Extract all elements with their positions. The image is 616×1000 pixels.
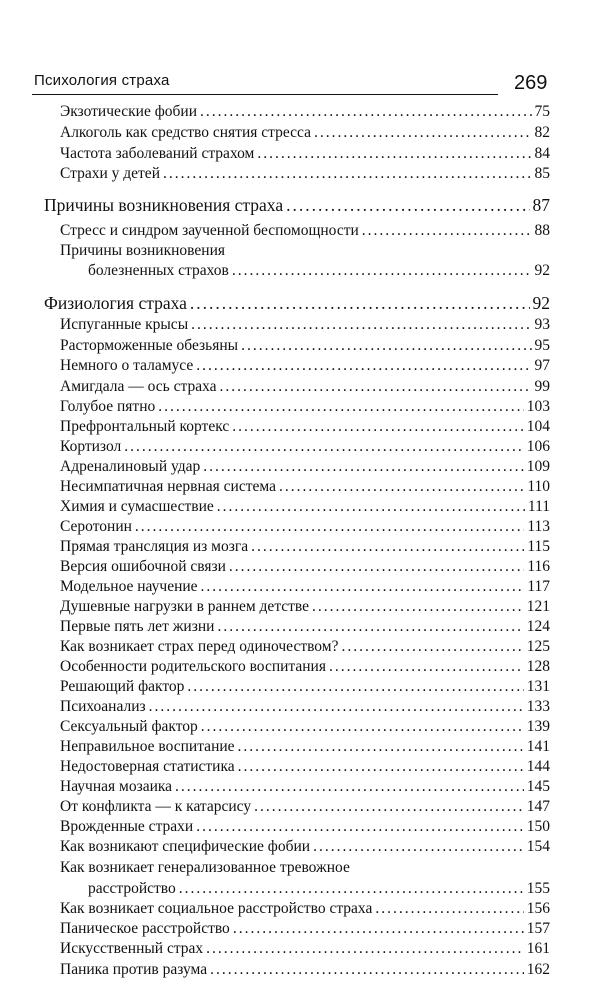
toc-entry-page: 75 <box>534 103 550 120</box>
toc-entry <box>60 960 550 981</box>
toc-entry <box>88 261 550 282</box>
dot-leader <box>149 697 524 717</box>
dot-leader <box>220 377 532 397</box>
dot-leader <box>196 817 524 837</box>
toc-section-heading <box>44 293 550 314</box>
dot-leader <box>158 397 524 417</box>
toc-entry-title: Сексуальный фактор <box>60 718 198 735</box>
toc-entry <box>60 899 550 920</box>
toc-entry-page: 124 <box>526 618 550 635</box>
toc-entry-title-line1: Как возникает генерализованное тревожное <box>60 859 350 876</box>
toc-entry <box>60 697 550 718</box>
dot-leader <box>375 899 523 919</box>
toc-entry-page: 82 <box>534 124 550 141</box>
dot-leader <box>210 960 524 980</box>
dot-leader <box>203 457 523 477</box>
dot-leader <box>341 637 523 657</box>
dot-leader <box>196 356 531 376</box>
toc-entry-title: Прямая трансляция из мозга <box>60 538 249 555</box>
toc-entry-page: 121 <box>526 598 550 615</box>
toc-entry <box>60 919 550 940</box>
toc-entry-title: Душевные нагрузки в раннем детстве <box>60 598 310 615</box>
dot-leader <box>187 677 523 697</box>
dot-leader <box>232 417 524 437</box>
toc-entry <box>60 657 550 678</box>
toc-entry-page: 161 <box>526 940 550 957</box>
toc-entry-title: Экзотические фобии <box>60 103 197 120</box>
toc-entry-page: 88 <box>534 222 550 239</box>
toc-entry-page: 117 <box>527 578 550 595</box>
dot-leader <box>175 777 524 797</box>
toc-entry-title: Врожденные страхи <box>60 818 194 835</box>
dot-leader <box>190 293 530 313</box>
toc-entry-page: 115 <box>527 538 550 555</box>
dot-leader <box>179 879 524 899</box>
toc-entry-page: 116 <box>527 558 550 575</box>
toc-entry-title: Версия ошибочной связи <box>60 558 226 575</box>
toc-entry-title: Частота заболеваний страхом <box>60 145 255 162</box>
toc-entry-page: 110 <box>527 478 550 495</box>
dot-leader <box>233 919 524 939</box>
toc-entry-title: Алкоголь как средство снятия стресса <box>60 124 311 141</box>
dot-leader <box>286 195 529 215</box>
toc-entry <box>60 477 550 498</box>
toc-entry-title: Стресс и синдром заученной беспомощности <box>60 222 359 239</box>
toc-entry-title: Паническое расстройство <box>60 920 230 937</box>
toc-entry-page: 156 <box>526 900 550 917</box>
toc-entry-title: Как возникают специфические фобии <box>60 838 311 855</box>
toc-entry-title: Психоанализ <box>60 698 146 715</box>
header-title: Психология страха <box>34 72 170 89</box>
toc-entry-title: Решающий фактор <box>60 678 185 695</box>
toc-entry-page: 99 <box>534 378 550 395</box>
toc-entry-title: Расторможенные обезьяны <box>60 337 239 354</box>
toc-entry <box>60 102 550 123</box>
toc-entry <box>60 517 550 538</box>
toc-entry-title: Несимпатичная нервная система <box>60 478 276 495</box>
dot-leader <box>201 717 524 737</box>
toc-entry <box>60 417 550 438</box>
toc-entry <box>60 457 550 478</box>
toc-entry <box>60 597 550 618</box>
toc-entry-page: 131 <box>526 678 550 695</box>
dot-leader <box>314 123 532 143</box>
toc-entry <box>60 377 550 398</box>
toc-entry-title: Префронтальный кортекс <box>60 418 230 435</box>
toc-entry-title: Научная мозаика <box>60 778 173 795</box>
toc-entry <box>88 879 550 900</box>
toc-entry <box>60 221 550 242</box>
toc-entry-title: Химия и сумасшествие <box>60 498 214 515</box>
toc-entry-title: Страхи у детей <box>60 165 160 182</box>
toc-entry <box>60 123 550 144</box>
toc-entry <box>60 617 550 638</box>
toc-entry-title: Испуганные крысы <box>60 316 189 333</box>
toc-entry-title: Серотонин <box>60 518 132 535</box>
dot-leader <box>201 577 525 597</box>
toc-entry-page: 145 <box>526 778 550 795</box>
dot-leader <box>229 557 524 577</box>
toc-entry <box>60 437 550 458</box>
toc-entry-page: 162 <box>526 961 550 978</box>
dot-leader <box>232 261 532 281</box>
toc-entry-page: 109 <box>526 458 550 475</box>
dot-leader <box>254 797 524 817</box>
toc-entry <box>60 497 550 518</box>
toc-entry-title: От конфликта — к катарсису <box>60 798 252 815</box>
toc-entry <box>60 144 550 165</box>
section-page: 92 <box>532 293 550 313</box>
toc-entry <box>60 777 550 798</box>
toc-entry-page: 93 <box>534 316 550 333</box>
toc-entry-page: 150 <box>526 818 550 835</box>
dot-leader <box>191 315 531 335</box>
dot-leader <box>217 497 525 517</box>
toc-entry-page: 113 <box>527 518 550 535</box>
running-header <box>32 70 498 95</box>
toc-entry-page: 97 <box>534 357 550 374</box>
toc-entry-page: 103 <box>526 398 550 415</box>
toc-entry <box>60 577 550 598</box>
dot-leader <box>313 837 524 857</box>
toc-entry-title: Как возникает страх перед одиночеством? <box>60 638 339 655</box>
toc-entry <box>60 637 550 658</box>
toc-entry-title: Амигдала — ось страха <box>60 378 217 395</box>
toc-entry-title: Адреналиновый удар <box>60 458 201 475</box>
toc-entry-page: 104 <box>526 418 550 435</box>
toc-entry-title: Неправильное воспитание <box>60 738 235 755</box>
toc-entry-title: Первые пять лет жизни <box>60 618 215 635</box>
toc-entry-page: 92 <box>534 262 550 279</box>
toc-entry-title: Недостоверная статистика <box>60 758 235 775</box>
toc-entry-page: 111 <box>527 498 550 515</box>
toc-entry-title: Искусственный страх <box>60 940 204 957</box>
dot-leader <box>329 657 524 677</box>
toc-entry-title: расстройство <box>88 880 176 897</box>
toc-entry-page: 128 <box>526 658 550 675</box>
toc-entry-title: болезненных страхов <box>88 262 229 279</box>
toc-entry <box>60 537 550 558</box>
toc-entry <box>60 336 550 357</box>
toc-entry <box>60 164 550 185</box>
toc-entry-title: Модельное научение <box>60 578 198 595</box>
toc-entry-page: 154 <box>526 838 550 855</box>
dot-leader <box>362 221 532 241</box>
toc-entry <box>60 397 550 418</box>
toc-entry <box>60 677 550 698</box>
toc-entry-page: 106 <box>526 438 550 455</box>
toc-entry-page: 141 <box>526 738 550 755</box>
dot-leader <box>257 144 531 164</box>
page-number: 269 <box>514 72 548 94</box>
toc-entry-title-line1: Причины возникновения <box>60 242 225 259</box>
toc-entry-page: 84 <box>534 145 550 162</box>
dot-leader <box>135 517 524 537</box>
toc-entry-page: 139 <box>526 718 550 735</box>
toc-entry-title: Особенности родительского воспитания <box>60 658 326 675</box>
toc-entry-page: 125 <box>526 638 550 655</box>
toc-entry <box>60 757 550 778</box>
toc-entry-page: 85 <box>534 165 550 182</box>
toc-entry-title: Паника против разума <box>60 961 208 978</box>
toc-entry <box>60 837 550 858</box>
toc-entry-page: 147 <box>526 798 550 815</box>
toc-section-heading <box>44 195 550 216</box>
toc-entry-page: 144 <box>526 758 550 775</box>
dot-leader <box>241 336 531 356</box>
toc-entry-title: Немного о таламусе <box>60 357 194 374</box>
toc-entry-title: Голубое пятно <box>60 398 156 415</box>
toc-entry-page: 155 <box>526 880 550 897</box>
toc-entry <box>60 797 550 818</box>
dot-leader <box>312 597 524 617</box>
section-title: Физиология страха <box>44 293 187 313</box>
toc-entry <box>60 356 550 377</box>
toc-entry <box>60 939 550 960</box>
toc-entry-title: Кортизол <box>60 438 122 455</box>
dot-leader <box>238 737 524 757</box>
section-page: 87 <box>532 195 550 215</box>
toc-entry-page: 95 <box>534 337 550 354</box>
dot-leader <box>279 477 524 497</box>
toc-entry <box>60 817 550 838</box>
dot-leader <box>217 617 523 637</box>
toc-entry-title: Как возникает социальное расстройство страха <box>60 900 373 917</box>
toc-entry-page: 157 <box>526 920 550 937</box>
dot-leader <box>238 757 524 777</box>
toc-entry <box>60 717 550 738</box>
toc-entry <box>60 557 550 578</box>
toc-entry <box>60 315 550 336</box>
toc-entry-page: 133 <box>526 698 550 715</box>
dot-leader <box>251 537 524 557</box>
dot-leader <box>206 939 524 959</box>
toc-entry <box>60 737 550 758</box>
dot-leader <box>163 164 532 184</box>
dot-leader <box>200 102 532 122</box>
dot-leader <box>124 437 524 457</box>
section-title: Причины возникновения страха <box>44 195 284 215</box>
